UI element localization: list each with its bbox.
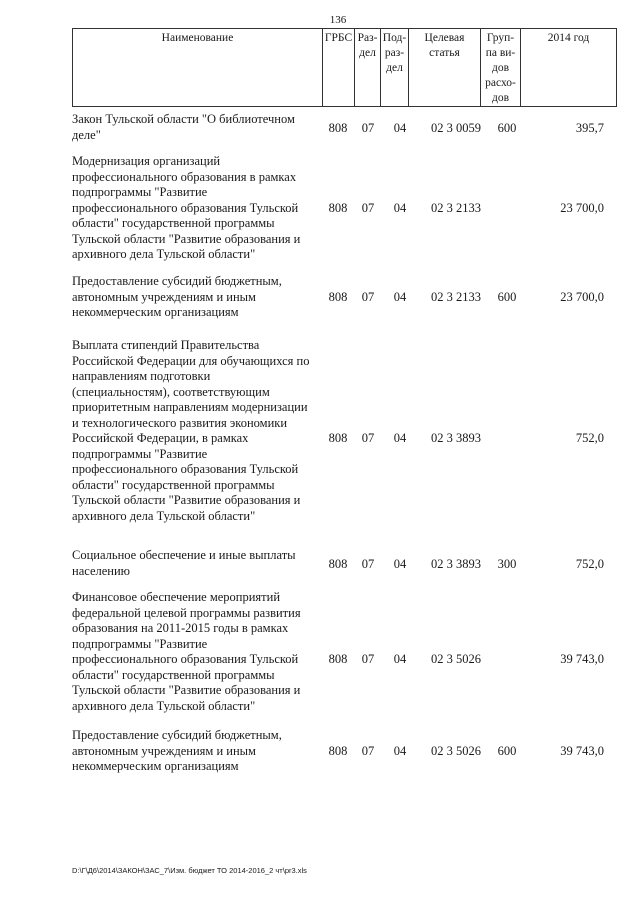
row-razdel: 07 (361, 290, 375, 304)
row-amount: 23 700,0 (560, 290, 604, 304)
row-razdel: 07 (361, 557, 375, 571)
row-target: 02 3 0059 (431, 121, 481, 135)
row-amount: 395,7 (575, 121, 604, 135)
row-podrazdel: 04 (393, 431, 407, 445)
row-name: Выплата стипендий Правительства Российской Федерации для обучающихся по направлениям подготовки (специальностям), соответствующим приоритетным направлениям модернизации и технологического развития экономики Российской Федерации, в рамках подпрограммы "Развитие профессионального образования Тульской области" государственной программы Тульской области "Развитие образования и архивного дела Тульской области" (72, 338, 310, 523)
header-target: Целевая статья (409, 29, 481, 107)
row-group: 600 (497, 744, 517, 758)
row-amount: 39 743,0 (560, 652, 604, 666)
row-grbs: 808 (328, 290, 348, 304)
row-razdel: 07 (361, 121, 375, 135)
row-amount: 752,0 (575, 557, 604, 571)
row-grbs: 808 (328, 201, 348, 215)
row-grbs: 808 (328, 744, 348, 758)
table-header (72, 28, 617, 107)
row-group: 600 (497, 290, 517, 304)
row-podrazdel: 04 (393, 201, 407, 215)
row-name: Закон Тульской области "О библиотечном деле" (72, 112, 295, 142)
header-amount: 2014 год (521, 29, 617, 107)
row-grbs: 808 (328, 557, 348, 571)
row-target: 02 3 3893 (431, 557, 481, 571)
row-target: 02 3 3893 (431, 431, 481, 445)
row-podrazdel: 04 (393, 744, 407, 758)
header-grbs: ГРБС (323, 29, 355, 107)
page-number: 136 (329, 14, 347, 26)
row-name: Модернизация организаций профессионального образования в рамках подпрограммы "Развитие профессионального образования Тульской области" государственной программы Тульской области "Развитие образования и архивного дела Тульской области" (72, 154, 301, 261)
row-name: Социальное обеспечение и иные выплаты населению (72, 548, 296, 578)
row-target: 02 3 2133 (431, 290, 481, 304)
row-podrazdel: 04 (393, 557, 407, 571)
row-razdel: 07 (361, 431, 375, 445)
row-amount: 39 743,0 (560, 744, 604, 758)
header-podrazdel: Под- раз- дел (381, 29, 409, 107)
row-grbs: 808 (328, 652, 348, 666)
row-grbs: 808 (328, 431, 348, 445)
row-amount: 23 700,0 (560, 201, 604, 215)
row-group: 600 (497, 121, 517, 135)
row-group: 300 (497, 557, 517, 571)
row-name: Предоставление субсидий бюджетным, автономным учреждениям и иным некоммерческим организациям (72, 728, 282, 773)
header-group: Груп- па ви- дов расхо- дов (481, 29, 521, 107)
row-podrazdel: 04 (393, 290, 407, 304)
row-target: 02 3 5026 (431, 652, 481, 666)
row-name: Финансовое обеспечение мероприятий федеральной целевой программы развития образования на 2011-2015 годы в рамках подпрограммы "Развитие профессионального образования Тульской области" государственной программы Тульской области "Развитие образования и архивного дела Тульской области" (72, 590, 301, 713)
row-target: 02 3 2133 (431, 201, 481, 215)
row-podrazdel: 04 (393, 652, 407, 666)
row-razdel: 07 (361, 652, 375, 666)
row-name: Предоставление субсидий бюджетным, автономным учреждениям и иным некоммерческим организациям (72, 274, 282, 319)
file-path-footer: D:\Г\Д6\2014\ЗАКОН\ЗАС_7\Изм. бюджет ТО 2014-2016_2 чт\pr3.xls (72, 866, 307, 875)
row-podrazdel: 04 (393, 121, 407, 135)
header-razdel: Раз- дел (355, 29, 381, 107)
header-name: Наименование (73, 29, 323, 107)
row-amount: 752,0 (575, 431, 604, 445)
row-razdel: 07 (361, 744, 375, 758)
row-razdel: 07 (361, 201, 375, 215)
row-target: 02 3 5026 (431, 744, 481, 758)
row-grbs: 808 (328, 121, 348, 135)
